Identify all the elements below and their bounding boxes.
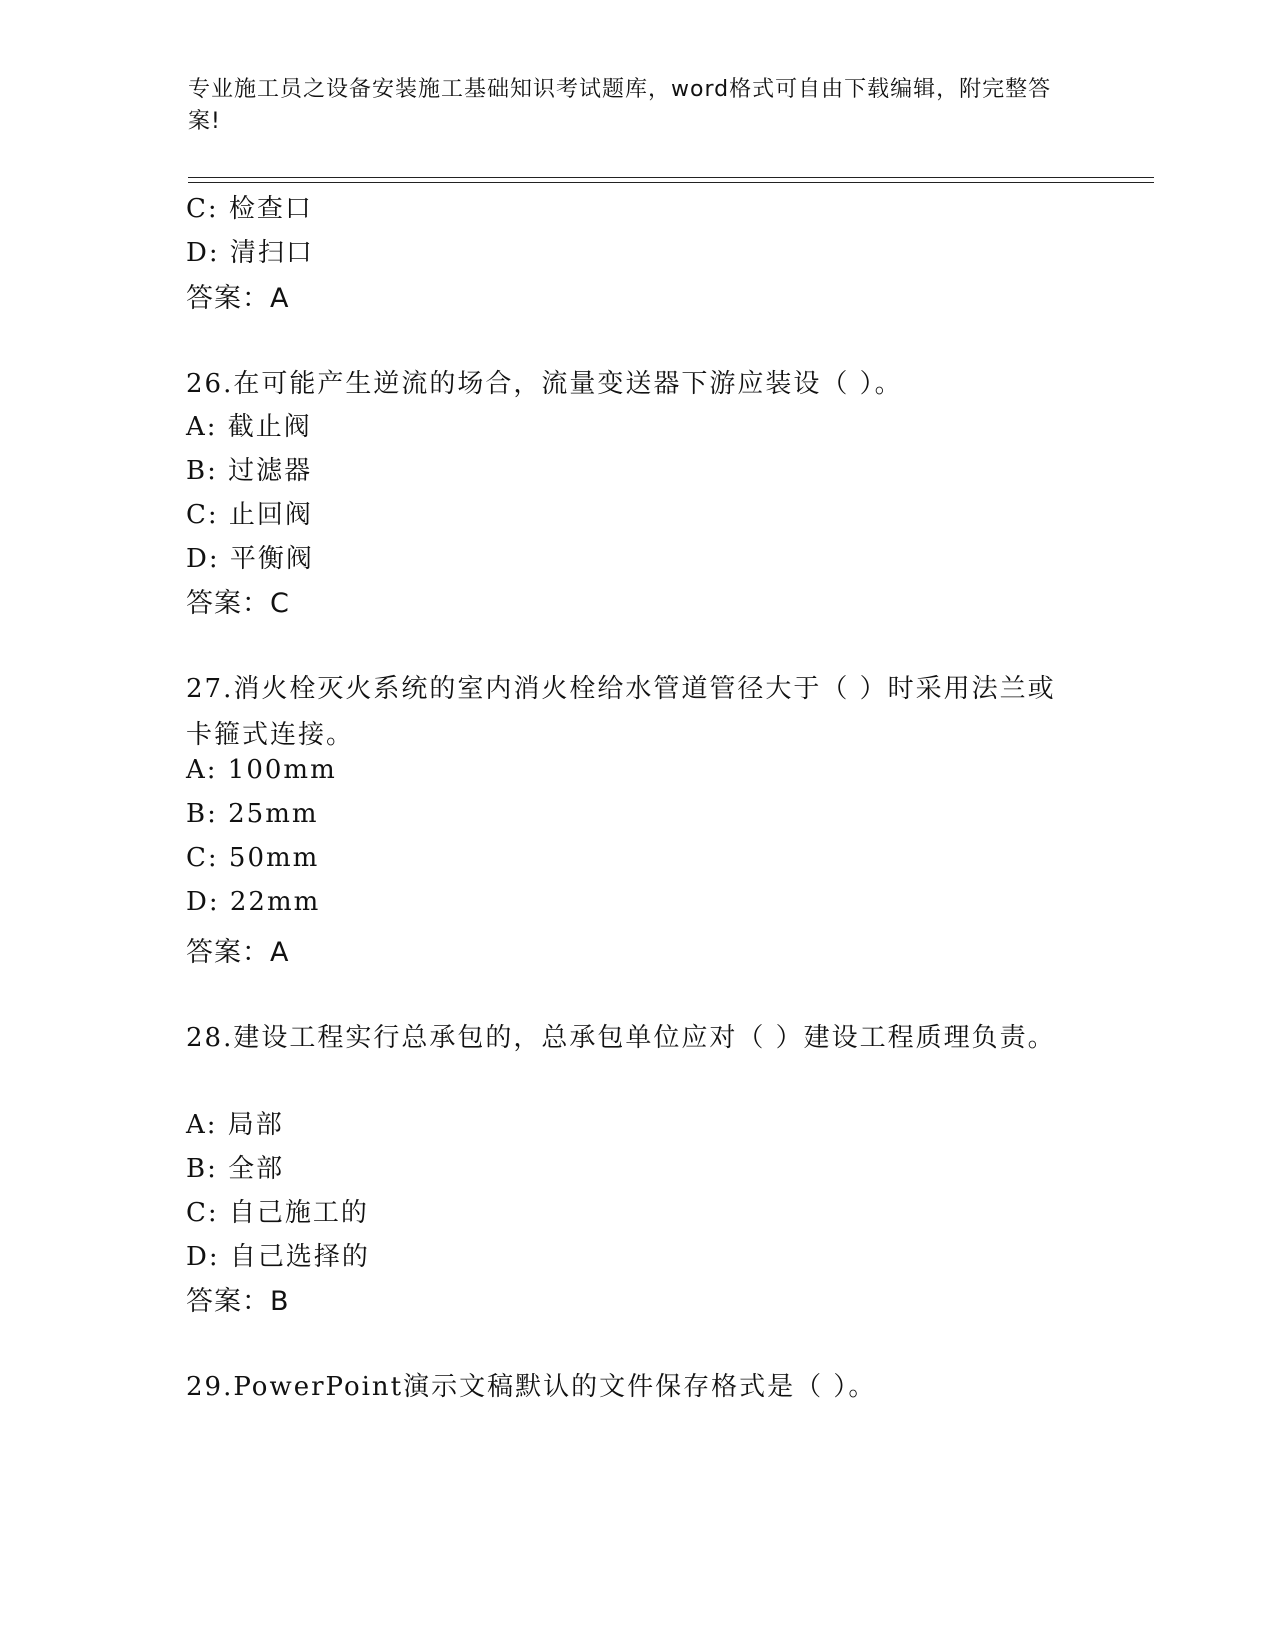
question-28-answer: 答案：B [186,1286,290,1317]
question-27-answer: 答案：A [186,937,290,968]
document-header: 专业施工员之设备安装施工基础知识考试题库，word格式可自由下载编辑，附完整答案! [188,77,1052,134]
question-28-option-c: C: 自己施工的 [186,1198,369,1228]
answer: 答案：A [186,283,290,314]
question-28-text: 28.建设工程实行总承包的，总承包单位应对（ ）建设工程质理负责。 [186,1023,1056,1053]
question-26-option-a: A: 截止阀 [186,412,312,442]
question-27-text: 27.消火栓灭火系统的室内消火栓给水管道管径大于（ ）时采用法兰或卡箍式连接。 [186,674,1056,750]
question-26-answer: 答案：C [186,588,290,619]
question-27-option-b: B: 25mm [186,799,319,829]
question-26-option-d: D: 平衡阀 [186,544,314,574]
question-26-option-b: B: 过滤器 [186,456,313,486]
question-26-text: 26.在可能产生逆流的场合，流量变送器下游应装设（ ）。 [186,369,903,399]
question-27-option-a: A: 100mm [186,755,337,785]
header-divider-bottom [188,182,1154,183]
option-d: D: 清扫口 [186,238,314,268]
question-28-option-d: D: 自己选择的 [186,1242,370,1272]
question-27-option-c: C: 50mm [186,843,320,873]
question-26-option-c: C: 止回阀 [186,500,313,530]
question-27-option-d: D: 22mm [186,887,321,917]
question-29-text: 29.PowerPoint演示文稿默认的文件保存格式是（ ）。 [186,1372,877,1402]
option-c: C: 检查口 [186,194,313,224]
header-divider-top [188,177,1154,178]
question-28-option-b: B: 全部 [186,1154,285,1184]
question-28-option-a: A: 局部 [186,1110,284,1140]
